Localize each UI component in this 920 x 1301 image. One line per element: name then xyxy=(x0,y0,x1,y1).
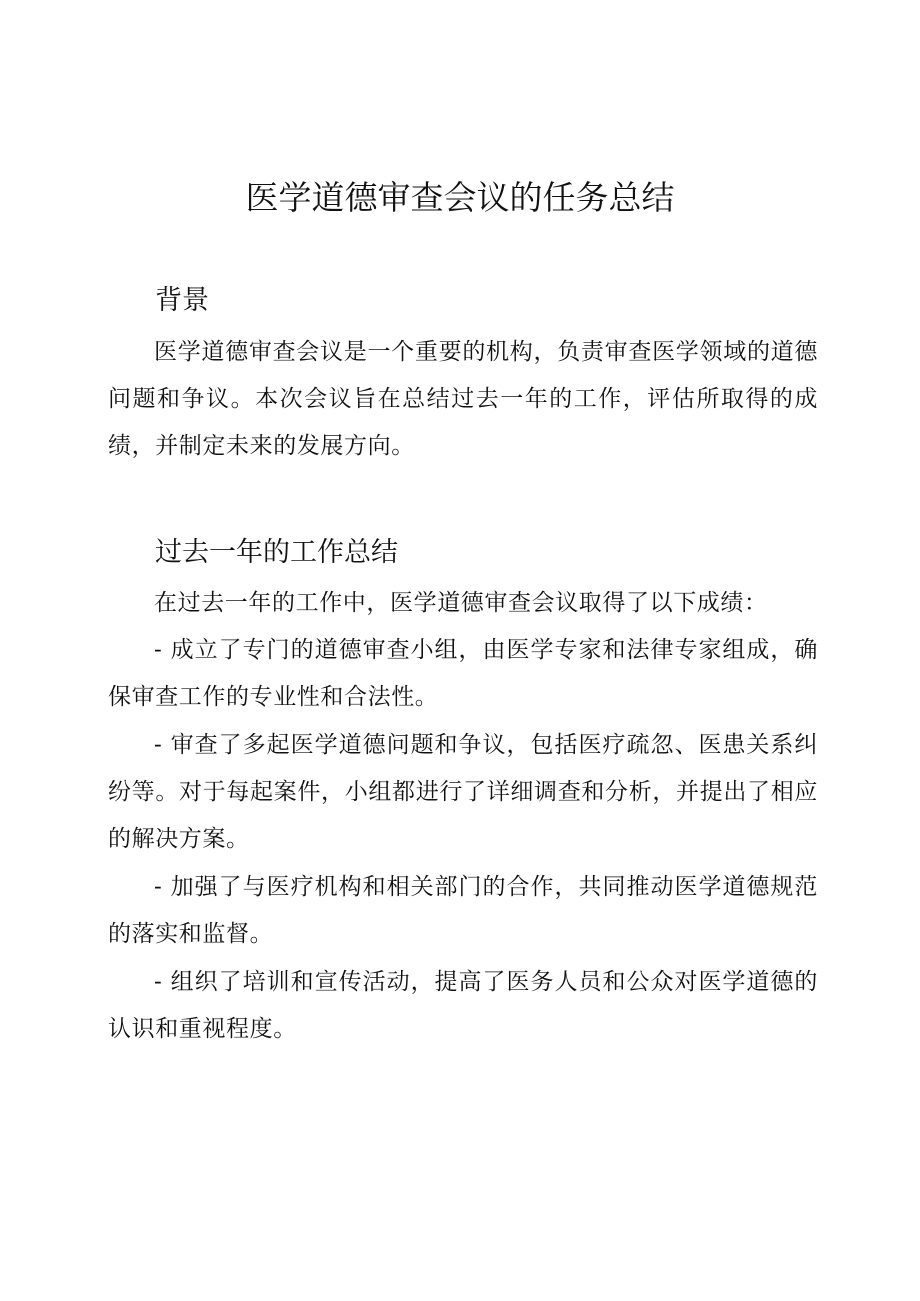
section-heading-work-summary: 过去一年的工作总结 xyxy=(155,537,398,568)
work-summary-item: - 审查了多起医学道德问题和争议，包括医疗疏忽、医患关系纠纷等。对于每起案件，小组都进行了详细调查和分析，并提出了相应的解决方案。 xyxy=(108,732,818,852)
work-summary-item: - 成立了专门的道德审查小组，由医学专家和法律专家组成，确保审查工作的专业性和合法性。 xyxy=(108,637,818,710)
work-summary-item: - 组织了培训和宣传活动，提高了医务人员和公众对医学道德的认识和重视程度。 xyxy=(108,969,818,1042)
page-title: 医学道德审查会议的任务总结 xyxy=(245,178,675,217)
work-summary-item: - 加强了与医疗机构和相关部门的合作，共同推动医学道德规范的落实和监督。 xyxy=(108,874,818,947)
section-heading-background: 背景 xyxy=(155,285,209,316)
background-paragraph: 医学道德审查会议是一个重要的机构，负责审查医学领域的道德问题和争议。本次会议旨在总结过去一年的工作，评估所取得的成绩，并制定未来的发展方向。 xyxy=(108,339,818,459)
work-summary-intro: 在过去一年的工作中，医学道德审查会议取得了以下成绩： xyxy=(154,590,768,616)
